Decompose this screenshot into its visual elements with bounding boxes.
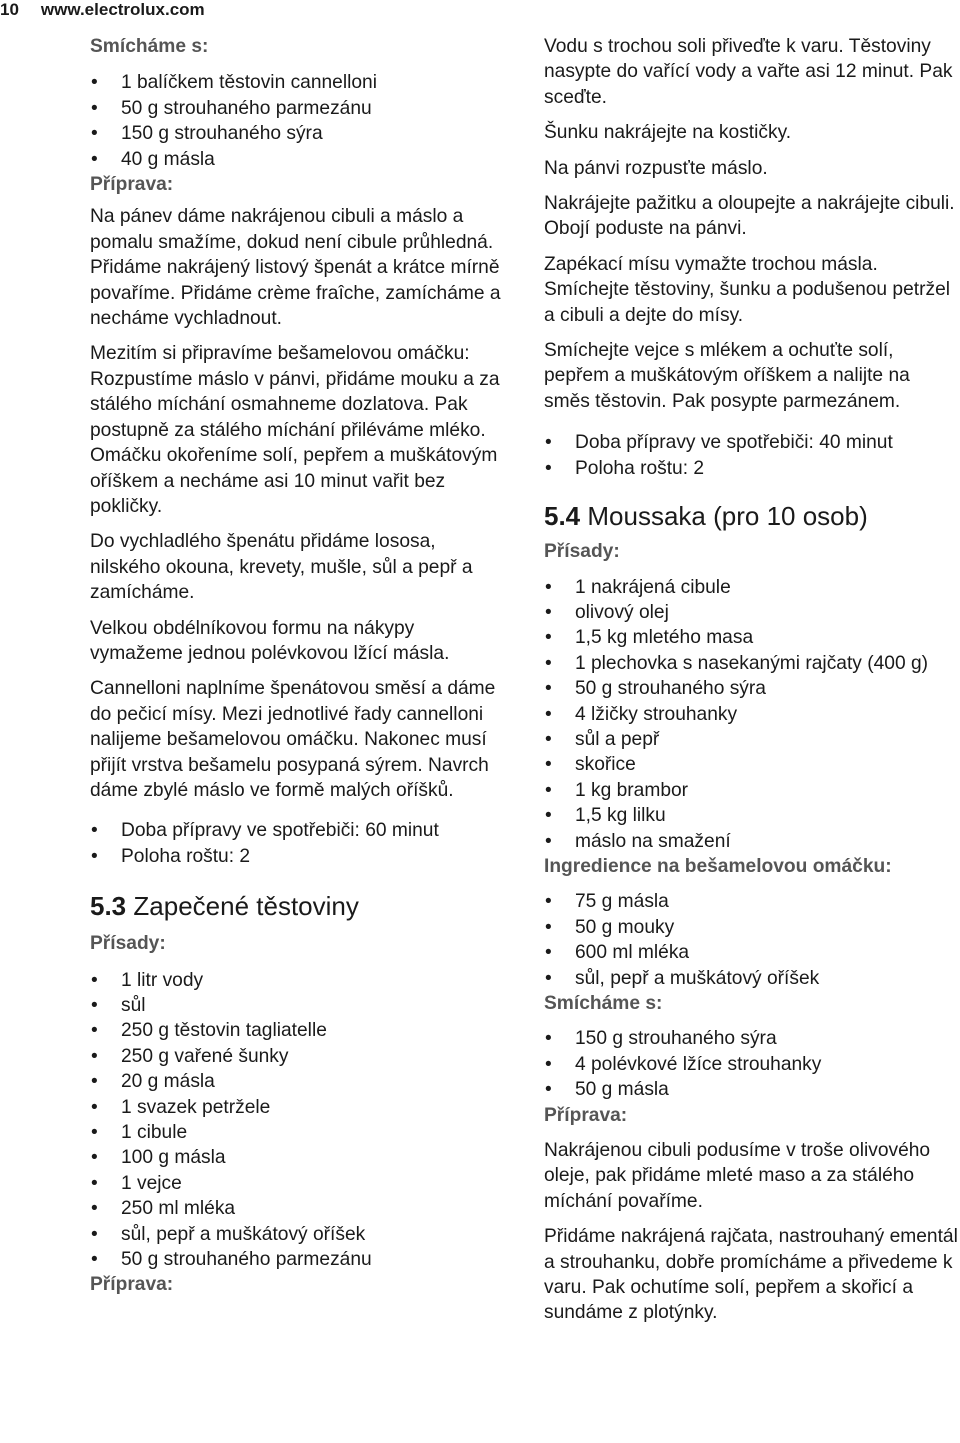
mix-heading: Smícháme s: (544, 993, 663, 1014)
bechamel-list (544, 889, 960, 991)
ingredients-heading: Přísady: (544, 541, 620, 563)
paragraph: Nakrájenou cibuli podusíme v troše olivového oleje, pak přidáme mleté maso a za stálého míchání povaříme. (544, 1140, 931, 1212)
list-item: • 1 cibule (90, 1120, 510, 1145)
list-item: • 1 vejce (90, 1171, 510, 1196)
list-item: • 1,5 kg mletého masa (544, 625, 960, 650)
paragraph: Mezitím si připravíme bešamelovou omáčku: Rozpustíme máslo v pánvi, přidáme mouku a za stálého míchání osmahneme dozlatova. Pak postupně za stálého míchání přiléváme mléko. Omáčku okořeníme solí, pepřem a muškátovým oříškem a necháme asi 10 minut vařit bez pokličky. (90, 343, 500, 517)
list-item: • 50 g mouky (544, 915, 960, 940)
list-item: • 75 g másla (544, 889, 960, 914)
prep-heading: Příprava: (544, 1104, 628, 1126)
list-item: • 40 g másla (90, 147, 510, 172)
section-heading (90, 891, 510, 921)
list-item: • Doba přípravy ve spotřebiči: 40 minut (544, 430, 960, 455)
section-number: 5.3 (90, 891, 127, 922)
list-item: • 50 g strouhaného parmezánu (90, 1247, 510, 1272)
ingredients-list (90, 968, 510, 1273)
list-item: • 150 g strouhaného sýra (90, 121, 510, 146)
list-item: • Doba přípravy ve spotřebiči: 60 minut (90, 818, 510, 843)
paragraph: Na pánev dáme nakrájenou cibuli a máslo a pomalu smažíme, dokud není cibule průhledná. Přidáme nakrájený listový špenát a krátce mírně povaříme. Přidáme crème fraîche, zamícháme a necháme vychladnout. (90, 206, 501, 330)
list-item: • 100 g másla (90, 1145, 510, 1170)
paragraph: Vodu s trochou soli přiveďte k varu. Těstoviny nasypte do vařící vody a vařte asi 12 minut. Pak sceďte. (544, 36, 953, 108)
mix-list (544, 1026, 960, 1102)
time-list (90, 818, 510, 869)
list-item: • 250 ml mléka (90, 1196, 510, 1221)
list-item: • sůl, pepř a muškátový oříšek (544, 966, 960, 991)
list-item: • 250 g těstovin tagliatelle (90, 1018, 510, 1043)
ingredients-heading: Přísady: (90, 933, 166, 955)
list-item: • 1 balíčkem těstovin cannelloni (90, 70, 510, 95)
list-item: • olivový olej (544, 600, 960, 625)
section-title: Zapečené těstoviny (133, 891, 359, 922)
list-item: • 1 nakrájená cibule (544, 575, 960, 600)
paragraph: Přidáme nakrájená rajčata, nastrouhaný ementál a strouhanku, dobře promícháme a přivedeme k varu. Pak ochutíme solí, pepřem a skořicí a sundáme z plotýnky. (544, 1226, 958, 1324)
list-item: • skořice (544, 752, 960, 777)
list-item: • máslo na smažení (544, 829, 960, 854)
page-number: 10 (0, 0, 19, 19)
list-item: • 50 g másla (544, 1077, 960, 1102)
paragraph: Na pánvi rozpusťte máslo. (544, 157, 768, 179)
list-item: • 50 g strouhaného sýra (544, 676, 960, 701)
list-item: • 150 g strouhaného sýra (544, 1026, 960, 1051)
mix-list (90, 70, 510, 172)
paragraph: Smíchejte vejce s mlékem a ochuťte solí, pepřem a muškátovým oříškem a nalijte na směs těstovin. Pak posypte parmezánem. (544, 340, 910, 412)
list-item: • 1 kg brambor (544, 778, 960, 803)
bechamel-heading: Ingredience na bešamelovou omáčku: (544, 855, 892, 877)
page-header (0, 0, 205, 20)
list-item: • sůl (90, 993, 510, 1018)
site-url: www.electrolux.com (40, 0, 205, 19)
prep-heading: Příprava: (90, 174, 174, 196)
list-item: • 1,5 kg lilku (544, 803, 960, 828)
list-item: • 1 svazek petržele (90, 1095, 510, 1120)
paragraph: Zapékací mísu vymažte trochou másla. Smíchejte těstoviny, šunku a podušenou petržel a cibuli a dejte do mísy. (544, 253, 951, 326)
list-item: • sůl, pepř a muškátový oříšek (90, 1222, 510, 1247)
list-item: • 600 ml mléka (544, 940, 960, 965)
paragraph: Nakrájejte pažitku a oloupejte a nakrájejte cibuli. Obojí poduste na pánvi. (544, 193, 955, 240)
paragraph: Do vychladlého špenátu přidáme lososa, nilského okouna, krevety, mušle, sůl a pepř a zamícháme. (90, 531, 473, 604)
list-item: • Poloha roštu: 2 (90, 844, 510, 869)
list-item: • sůl a pepř (544, 727, 960, 752)
right-column (544, 34, 960, 1326)
list-item: • 4 polévkové lžíce strouhanky (544, 1052, 960, 1077)
list-item: • 1 plechovka s nasekanými rajčaty (400 g) (544, 651, 960, 676)
list-item: • 250 g vařené šunky (90, 1044, 510, 1069)
paragraph: Velkou obdélníkovou formu na nákypy vymažeme jednou polévkovou lžící másla. (90, 617, 450, 664)
list-item: • 4 lžičky strouhanky (544, 702, 960, 727)
paragraph: Šunku nakrájejte na kostičky. (544, 122, 792, 144)
prep-heading: Příprava: (90, 1274, 174, 1296)
section-heading (544, 501, 960, 531)
section-number: 5.4 (544, 501, 581, 532)
ingredients-list (544, 575, 960, 854)
time-list (544, 430, 960, 481)
list-item: • 20 g másla (90, 1069, 510, 1094)
list-item: • 1 litr vody (90, 968, 510, 993)
list-item: • Poloha roštu: 2 (544, 456, 960, 481)
list-item: • 50 g strouhaného parmezánu (90, 96, 510, 121)
section-title: Moussaka (pro 10 osob) (587, 501, 868, 532)
paragraph: Cannelloni naplníme špenátovou směsí a dáme do pečicí mísy. Mezi jednotlivé řady cannelloni nalijeme bešamelovou omáčku. Nakonec musí přijít vrstva bešamelu posypaná sýrem. Navrch dáme zbylé máslo ve formě malých oříšků. (90, 678, 496, 801)
mix-heading: Smícháme s: (90, 36, 209, 57)
left-column (90, 34, 510, 1298)
